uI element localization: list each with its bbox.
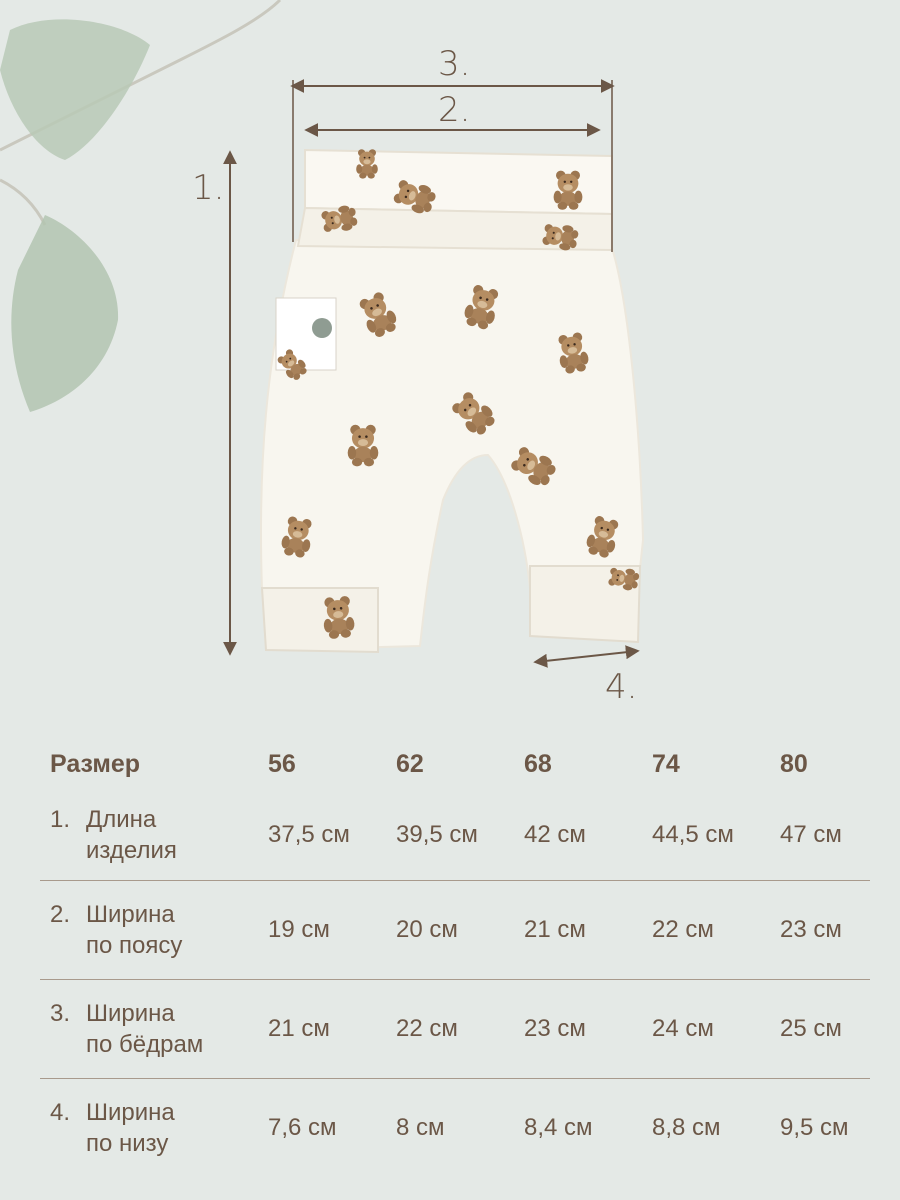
length-dimension-label: 1. <box>192 168 225 208</box>
table-cell: 39,5 см <box>396 790 524 881</box>
table-row <box>40 881 870 980</box>
bottom-dimension-label: 4. <box>605 667 638 707</box>
waist-dimension-label: 2. <box>438 90 471 130</box>
table-cell: 24 см <box>652 980 780 1079</box>
size-column-header: 68 <box>524 749 552 778</box>
table-cell: 44,5 см <box>652 790 780 881</box>
measurement-name <box>40 1097 268 1159</box>
table-cell: 7,6 см <box>268 1114 337 1141</box>
bottom-dimension-line <box>536 651 637 662</box>
measurement-label: Длина изделия <box>86 806 177 864</box>
table-cell: 8 см <box>396 1114 445 1141</box>
table-cell: 23 см <box>780 881 870 980</box>
size-column-header: 80 <box>780 749 808 778</box>
measurement-label: Ширина по низу <box>86 1099 175 1157</box>
size-header-row <box>40 738 870 790</box>
measurement-number: 2. <box>50 901 71 928</box>
table-row <box>40 790 870 881</box>
size-header-label: Размер <box>50 749 141 778</box>
baby-pants-image <box>261 149 643 652</box>
table-cell: 22 см <box>396 980 524 1079</box>
table-cell: 20 см <box>396 881 524 980</box>
measurement-name <box>40 804 268 866</box>
table-cell: 9,5 см <box>780 1114 849 1141</box>
table-cell: 21 см <box>524 881 652 980</box>
table-cell: 21 см <box>268 980 396 1079</box>
measurement-number: 1. <box>50 806 71 833</box>
table-cell: 22 см <box>652 881 780 980</box>
table-cell: 47 см <box>780 790 870 881</box>
size-chart-table <box>40 738 870 1177</box>
table-cell: 23 см <box>524 980 652 1079</box>
table-row <box>40 1079 870 1178</box>
table-cell: 25 см <box>780 980 870 1079</box>
size-column-header: 62 <box>396 749 424 778</box>
table-cell: 42 см <box>524 790 652 881</box>
measurement-name <box>40 998 268 1060</box>
eucalyptus-branch <box>0 0 280 412</box>
measurement-label: Ширина по поясу <box>86 901 183 959</box>
hips-dimension-label: 3. <box>438 44 471 84</box>
table-row <box>40 980 870 1079</box>
table-cell: 8,8 см <box>652 1114 721 1141</box>
size-column-header: 74 <box>652 749 680 778</box>
table-cell: 19 см <box>268 881 396 980</box>
measurement-number: 3. <box>50 1000 71 1027</box>
measurement-label: Ширина по бёдрам <box>86 1000 204 1058</box>
size-column-header: 56 <box>268 749 296 778</box>
table-cell: 37,5 см <box>268 790 396 881</box>
table-cell: 8,4 см <box>524 1114 593 1141</box>
measurement-number: 4. <box>50 1099 71 1126</box>
measurement-name <box>40 899 268 961</box>
